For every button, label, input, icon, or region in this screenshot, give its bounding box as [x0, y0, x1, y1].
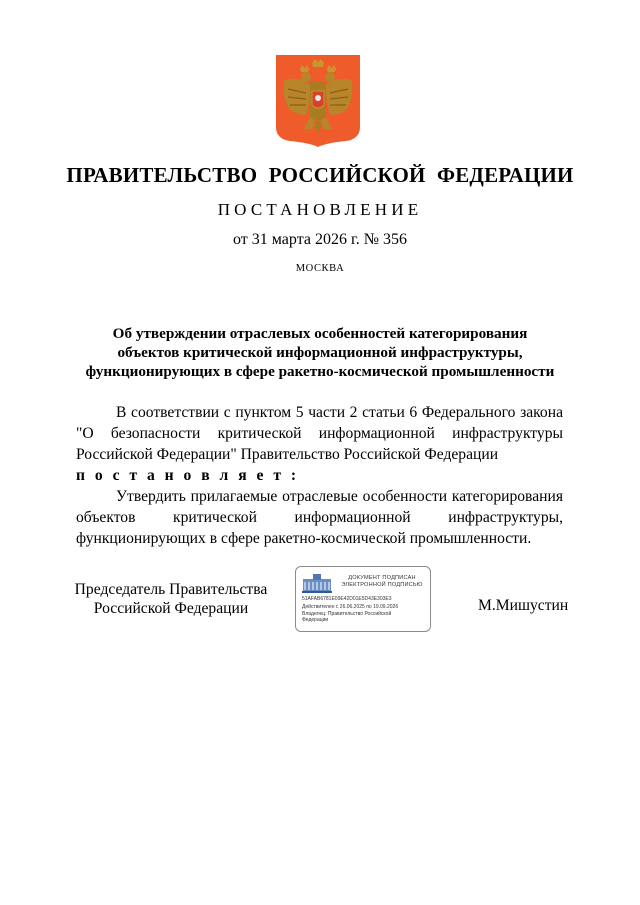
title-line: Об утверждении отраслевых особенностей категорирования: [112, 325, 528, 342]
electronic-signature-stamp: [295, 566, 431, 632]
stamp-title: [336, 575, 428, 589]
signatory-position: [60, 580, 282, 618]
document-city: МОСКВА: [295, 263, 345, 274]
position-line: Председатель Правительства: [74, 581, 268, 598]
double-headed-eagle-icon: [276, 55, 360, 147]
position-line: Российской Федерации: [93, 600, 249, 617]
decree-word: п о с т а н о в л я е т :: [76, 467, 300, 484]
certificate-validity: Действителен с 26.06.2025 по 19.09.2026: [302, 604, 399, 610]
title-line: объектов критической информационной инфраструктуры,: [117, 344, 523, 361]
document-body: [76, 402, 563, 549]
stamp-title-line: ЭЛЕКТРОННОЙ ПОДПИСЬЮ: [341, 582, 423, 588]
document-title: [40, 324, 600, 381]
resolution-paragraph: Утвердить прилагаемые отраслевые особенности категорирования объектов критической информационной инфраструктуры, функционирующих в сфере ракетно-космической промышленности.: [76, 488, 563, 547]
document-date-number: от 31 марта 2026 г. № 356: [233, 231, 407, 248]
document-type: ПОСТАНОВЛЕНИЕ: [217, 200, 423, 219]
government-building-icon: [302, 573, 332, 593]
title-line: функционирующих в сфере ракетно-космической промышленности: [85, 363, 555, 380]
organization-name: ПРАВИТЕЛЬСТВО РОССИЙСКОЙ ФЕДЕРАЦИИ: [66, 163, 574, 187]
coat-of-arms-emblem: [276, 55, 360, 147]
certificate-owner: Владелец: Правительство Российской: [302, 611, 392, 617]
certificate-owner: Федерации: [302, 617, 329, 623]
certificate-number: 51AFAB6781E09E42D01E5D43E303E3: [302, 596, 392, 602]
preamble-paragraph: В соответствии с пунктом 5 части 2 статьи 6 Федерального закона "О безопасности критической информационной инфраструктуры Российской Федерации" Правительство Российской Федерации: [76, 404, 563, 463]
signatory-name: М.Мишустин: [478, 597, 569, 614]
stamp-title-line: ДОКУМЕНТ ПОДПИСАН: [348, 575, 416, 581]
